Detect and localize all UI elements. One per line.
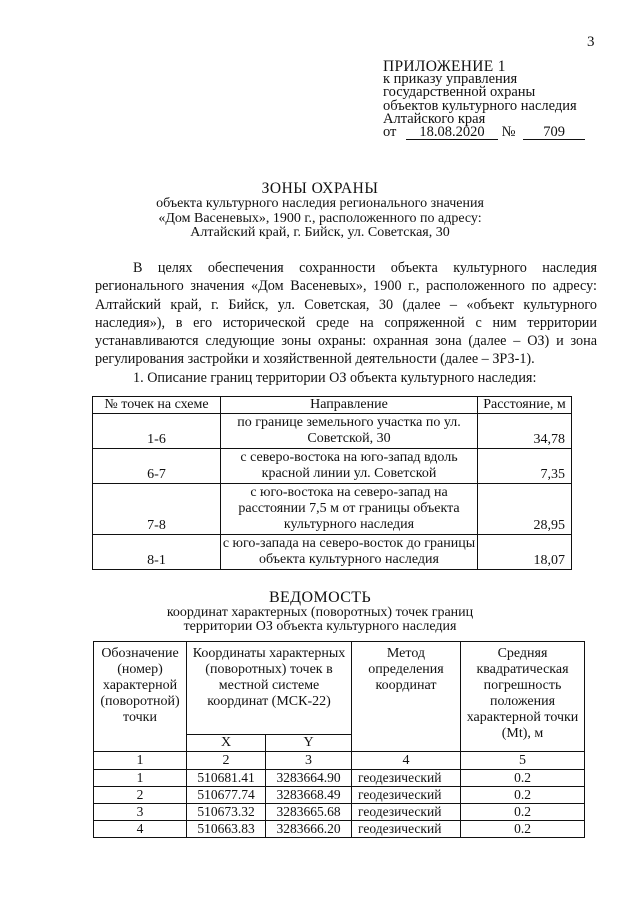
- vedomost-line: территории ОЗ объекта культурного наследия: [183, 619, 457, 634]
- points-cell: 1-6: [93, 414, 221, 449]
- document-title: ЗОНЫ ОХРАНЫ: [261, 180, 379, 197]
- x-cell: 510673.32: [187, 804, 266, 821]
- error-cell: 0.2: [461, 804, 585, 821]
- table-header-row: [93, 397, 572, 414]
- error-cell: 0.2: [461, 787, 585, 804]
- appendix-line: Алтайского края: [383, 110, 486, 127]
- header-error: Средняя квадратическая погрешность положения характерной точки (Mt), м: [461, 642, 585, 752]
- appendix-title: ПРИЛОЖЕНИЕ 1: [383, 58, 506, 75]
- table-header-row: [94, 642, 585, 735]
- error-cell: 0.2: [461, 770, 585, 787]
- subtitle-line: объекта культурного наследия регионального значения: [156, 196, 484, 211]
- subtitle-line: «Дом Васеневых», 1900 г., расположенного по адресу:: [158, 210, 482, 226]
- section-1-heading: 1. Описание границ территории ОЗ объекта культурного наследия:: [133, 369, 537, 386]
- column-number: 2: [187, 752, 266, 770]
- header-method: Метод определения координат: [352, 642, 461, 752]
- point-cell: 1: [94, 770, 187, 787]
- method-cell: геодезический: [352, 787, 461, 804]
- method-cell: геодезический: [352, 804, 461, 821]
- from-label: от: [383, 124, 397, 141]
- point-cell: 2: [94, 787, 187, 804]
- column-number: 4: [352, 752, 461, 770]
- direction-cell: по границе земельного участка по ул. Советской, 30: [221, 414, 478, 449]
- method-cell: геодезический: [352, 821, 461, 838]
- intro-text: [95, 259, 597, 387]
- distance-cell: 7,35: [478, 449, 572, 484]
- vedomost-subtitle: [0, 606, 640, 634]
- header-direction: Направление: [221, 397, 478, 414]
- distance-cell: 18,07: [478, 535, 572, 570]
- points-cell: 7-8: [93, 484, 221, 535]
- number-label: №: [501, 124, 516, 141]
- appendix-line: объектов культурного наследия: [383, 97, 577, 114]
- point-cell: 3: [94, 804, 187, 821]
- header-distance: Расстояние, м: [478, 397, 572, 414]
- direction-cell: с юго-запада на северо-восток до границы объекта культурного наследия: [221, 535, 478, 570]
- column-number: 3: [266, 752, 352, 770]
- y-cell: 3283666.20: [266, 821, 352, 838]
- order-number: 709: [523, 126, 585, 140]
- method-cell: геодезический: [352, 770, 461, 787]
- appendix-line: государственной охраны: [383, 84, 536, 101]
- x-cell: 510663.83: [187, 821, 266, 838]
- appendix-block: [383, 60, 585, 140]
- points-cell: 6-7: [93, 449, 221, 484]
- column-numbers-row: [94, 752, 585, 770]
- vedomost-line: координат характерных (поворотных) точек границ: [166, 605, 474, 620]
- header-points: № точек на схеме: [93, 397, 221, 414]
- direction-cell: с северо-востока на юго-запад вдоль красной линии ул. Советской: [221, 449, 478, 484]
- intro-paragraph: В целях обеспечения сохранности объекта культурного наследия регионального значения «Дом Васеневых», 1900 г., расположенного по адресу: Алтайский край, г. Бийск, ул. Советская, 30 (далее – «объект культурного наследия»), в его исторической среде на сопряженной с ним территории устанавливаются следующие зоны охраны: охранная зона (далее – ОЗ) и зона регулирования застройки и хозяйственной деятельности (далее – ЗРЗ-1).: [95, 260, 597, 368]
- order-date: 18.08.2020: [406, 126, 498, 140]
- point-cell: 4: [94, 821, 187, 838]
- x-cell: 510677.74: [187, 787, 266, 804]
- column-number: 5: [461, 752, 585, 770]
- table-row: [93, 449, 572, 484]
- y-cell: 3283664.90: [266, 770, 352, 787]
- direction-cell: с юго-востока на северо-запад на расстоянии 7,5 м от границы объекта культурного наследия: [221, 484, 478, 535]
- page-number: 3: [587, 34, 595, 50]
- error-cell: 0.2: [461, 821, 585, 838]
- header-y: Y: [266, 735, 352, 752]
- document-subtitle: [0, 197, 640, 241]
- vedomost-title: ВЕДОМОСТЬ: [268, 589, 372, 606]
- table-row: [93, 484, 572, 535]
- subtitle-line: Алтайский край, г. Бийск, ул. Советская, 30: [190, 225, 450, 240]
- header-coordinates: Координаты характерных (поворотных) точек в местной системе координат (МСК-22): [187, 642, 352, 735]
- table-row: [94, 770, 585, 787]
- table-row: [94, 804, 585, 821]
- x-cell: 510681.41: [187, 770, 266, 787]
- header-designation: Обозначение (номер) характерной (поворотной) точки: [94, 642, 187, 752]
- coordinates-table: [93, 641, 585, 838]
- header-x: X: [187, 735, 266, 752]
- table-row: [93, 414, 572, 449]
- points-cell: 8-1: [93, 535, 221, 570]
- y-cell: 3283665.68: [266, 804, 352, 821]
- distance-cell: 34,78: [478, 414, 572, 449]
- table-row: [94, 787, 585, 804]
- boundary-table: [92, 396, 572, 570]
- table-row: [93, 535, 572, 570]
- y-cell: 3283668.49: [266, 787, 352, 804]
- appendix-date-line: [383, 126, 585, 140]
- column-number: 1: [94, 752, 187, 770]
- table-row: [94, 821, 585, 838]
- distance-cell: 28,95: [478, 484, 572, 535]
- appendix-line: к приказу управления: [383, 71, 518, 88]
